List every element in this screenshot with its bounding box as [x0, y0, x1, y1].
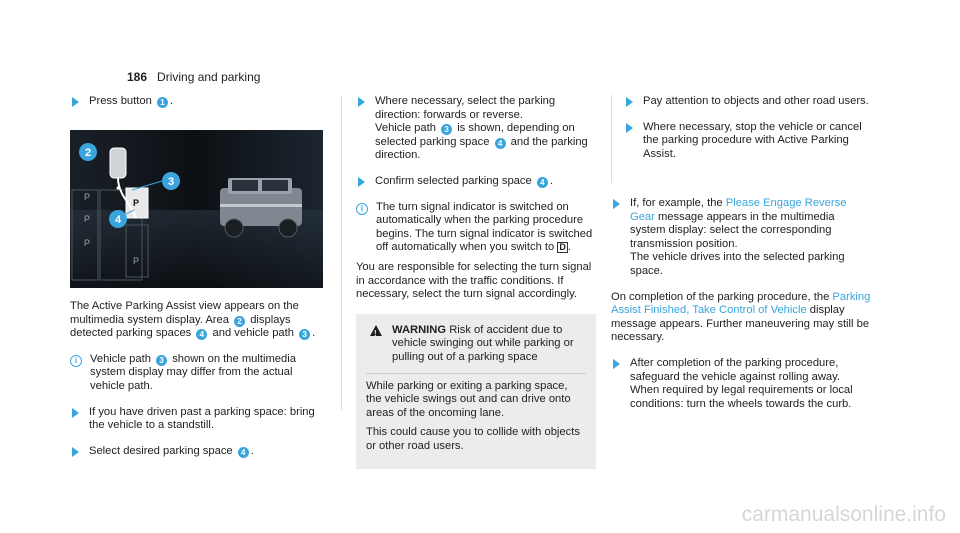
callout-2: 2	[84, 147, 92, 159]
step-arrow-icon	[72, 97, 79, 107]
step-arrow-icon	[358, 177, 365, 187]
warning-text: This could cause you to collide with objects or other road users.	[366, 426, 580, 452]
instruction-step: Where necessary, stop the vehicle or cancel the parking procedure with Active Parking Assist.	[624, 121, 871, 162]
page-number: 186	[127, 70, 148, 84]
instruction-step: Where necessary, select the parking direction: forwards or reverse. Vehicle path 3 is shown, depending on selected parking space 4 and the parking direction.	[356, 95, 596, 163]
callout-badge: 4	[196, 329, 207, 340]
instruction-step: Select desired parking space 4 .	[70, 445, 325, 459]
warning-headline: Risk of accident due to vehicle swinging out while parking or pulling out of a parking space	[392, 323, 574, 363]
section-title: Driving and parking	[157, 70, 261, 84]
paragraph: You are responsible for selecting the turn signal in accordance with the traffic conditions. If necessary, select the turn signal accordingly.	[356, 260, 592, 301]
p-label: P	[84, 214, 91, 224]
step-arrow-icon	[613, 199, 620, 209]
info-icon: i	[356, 203, 368, 215]
column-1	[70, 95, 325, 121]
callout-badge: 3	[441, 124, 452, 135]
callout-badge: 2	[234, 316, 245, 327]
p-label-selected: P	[133, 198, 140, 208]
callout-4: 4	[114, 214, 122, 226]
drive-key-icon: D	[559, 242, 566, 253]
callout-3: 3	[167, 176, 175, 188]
display-message: Parking Assist Finished, Take Control of Vehicle	[611, 290, 871, 317]
warning-box	[356, 314, 596, 470]
paragraph: On completion of the parking procedure, the Parking Assist Finished, Take Control of Vehicle display message appears. Further maneuvering may still be necessary.	[611, 290, 871, 344]
callout-badge: 1	[157, 97, 168, 108]
watermark: carmanualsonline.info	[741, 503, 946, 526]
step-arrow-icon	[72, 447, 79, 457]
info-icon: i	[70, 355, 82, 367]
page-header	[127, 70, 260, 84]
step-arrow-icon	[358, 97, 365, 107]
callout-badge: 3	[299, 329, 310, 340]
column-1-lower	[70, 300, 325, 470]
p-label: P	[84, 192, 91, 202]
step-arrow-icon	[626, 123, 633, 133]
instruction-step: After completion of the parking procedure, safeguard the vehicle against rolling away. When required by legal requirements or local conditions: turn the wheels towards the curb.	[611, 357, 871, 411]
warning-icon: !	[370, 325, 382, 336]
step-arrow-icon	[613, 359, 620, 369]
warning-label: WARNING	[392, 323, 447, 336]
callout-badge: 4	[495, 138, 506, 149]
instruction-step: Press button 1 .	[70, 95, 325, 109]
column-2	[341, 95, 596, 452]
instruction-step: Confirm selected parking space 4 .	[356, 175, 596, 189]
display-message: Please Engage Reverse Gear	[630, 197, 847, 223]
multimedia-display-figure	[70, 130, 323, 288]
step-arrow-icon	[626, 97, 633, 107]
step-arrow-icon	[72, 408, 79, 418]
callout-badge: 4	[537, 177, 548, 188]
info-note: i The turn signal indicator is switched on automatically when the parking procedure begins. The turn signal indicator is switched off automatically when you switch to D .	[356, 201, 596, 255]
callout-badge: 3	[156, 355, 167, 366]
instruction-step: Pay attention to objects and other road users.	[624, 95, 871, 109]
callout-badge: 4	[238, 447, 249, 458]
p-label: P	[84, 238, 91, 248]
parking-assist-illustration	[70, 130, 323, 288]
instruction-step: If, for example, the Please Engage Reverse Gear message appears in the multimedia system display: select the corresponding transmission position. The vehicle drives into the selected parking space.	[611, 197, 871, 279]
warning-text: While parking or exiting a parking space, the vehicle swings out and can drive onto areas of the oncoming lane.	[366, 379, 571, 419]
info-note: i Vehicle path 3 shown on the multimedia system display may differ from the actual vehicle path.	[70, 353, 325, 394]
paragraph: The Active Parking Assist view appears on the multimedia system display. Area 2 displays detected parking spaces 4 and vehicle path 3 .	[70, 300, 316, 340]
column-3	[611, 95, 871, 423]
p-label: P	[133, 256, 140, 266]
instruction-step: If you have driven past a parking space: bring the vehicle to a standstill.	[70, 406, 325, 433]
